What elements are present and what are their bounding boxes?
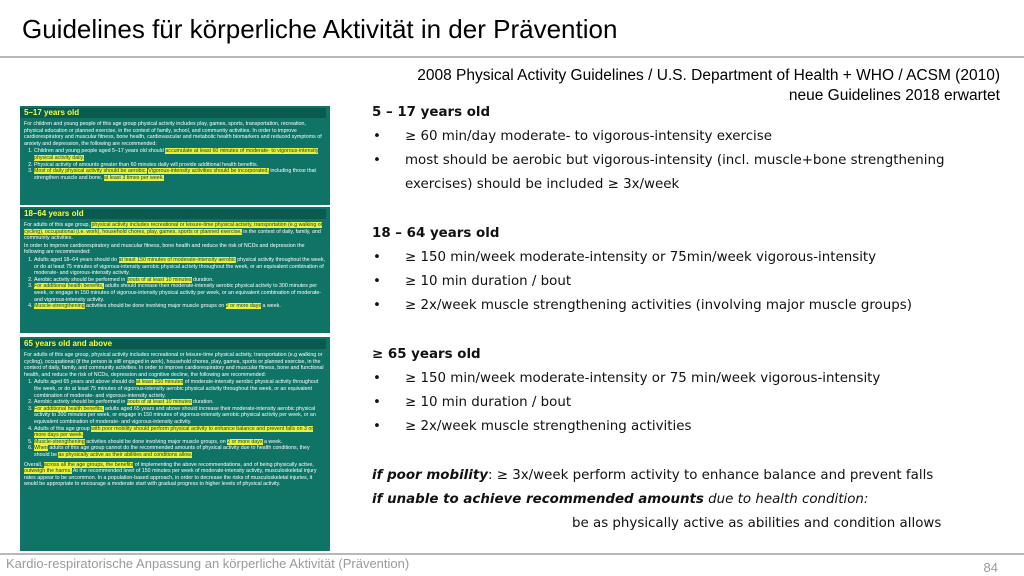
page-number: 84 <box>983 560 998 575</box>
unable-note: if unable to achieve recommended amounts due to health condition: <box>372 492 869 507</box>
bullet-icon: • <box>373 129 381 144</box>
bullet-icon: • <box>373 419 381 434</box>
panel-list-item: 3. For additional health benefits, adults aged 65 years and above should increase their moderate-intensity aerobic physical activity to 300 minutes per week, or engage in 150 minutes of vigorous-intensity aerobic physical activity per week, or an equivalent combination of moderate- and vigorous-intensity activity. <box>34 406 326 426</box>
panel-heading: 18–64 years old <box>20 209 326 219</box>
bullet-icon: • <box>373 395 381 410</box>
bullet-icon: • <box>373 153 381 168</box>
panel-list-item: 1. Adults aged 65 years and above should do at least 150 minutes of moderate-intensity aerobic physical activity throughout the week, or do at least 75 minutes of vigorous-intensity aerobic physical activity throughout the week, or an equivalent combination of moderate- and vigorous-intensity activity. <box>34 379 326 399</box>
panel-intro: For adults of this age group, physical activity includes recreational or leisure-time physical activity, transportation (e.g walking or cycling), occupational (i.e. work), household chores, play, games, sports or planned exercise, in the context of daily, family, and community activities. <box>24 222 323 242</box>
panel-list <box>24 148 326 181</box>
summary-text <box>372 101 1012 536</box>
panel-list <box>24 257 326 310</box>
title-divider <box>0 56 1024 58</box>
panel-outro: Overall, across all the age groups, the benefits of implementing the above recommendations, and of being physically active, outweigh the harms. At the recommended level of 150 minutes per week of moderate-intensity activity, musculoskeletal injury rates appear to be uncommon. In a population-based approach, in order to decrease the risks of musculoskeletal injuries, it would be appropriate to encourage a moderate start with gradual progress to higher levels of physical activity. <box>24 461 317 488</box>
unable-note-continuation: be as physically active as abilities and condition allows <box>572 516 942 531</box>
panel-list-item: 1. Adults aged 18–64 years should do at least 150 minutes of moderate-intensity aerobic physical activity throughout the week, or do at least 75 minutes of vigorous-intensity aerobic physical activity throughout the week, or an equivalent combination of moderate- and vigorous-intensity activity. <box>34 257 326 277</box>
list-item: • ≥ 150 min/week moderate-intensity or 75 min/week vigorous-intensity <box>372 367 1012 391</box>
panel-heading: 5–17 years old <box>20 108 326 118</box>
footer-text: Kardio-respiratorische Anpassung an körperliche Aktivität (Prävention) <box>6 556 410 571</box>
slide-title: Guidelines für körperliche Aktivität in der Prävention <box>22 14 618 44</box>
footer-divider <box>0 553 1024 555</box>
list-item: • ≥ 2x/week muscle strengthening activities <box>372 415 1012 439</box>
panel-list-item: 2. Aerobic activity should be performed in bouts of at least 10 minutes duration. <box>34 399 326 406</box>
panel-list-item: 2. Physical activity of amounts greater than 60 minutes daily will provide additional health benefits. <box>34 162 326 169</box>
panel-intro: For children and young people of this age group physical activity includes play, games, sports, transportation, recreation, physical education or planned exercise, in the context of family, school, and community activities. In order to improve cardiorespiratory and muscular fitness, bone health, cardiovascular and metabolic health biomarkers and reduced symptoms of anxiety and depression, the following are recommended: <box>24 121 322 147</box>
panel-list-item: 3. Most of daily physical activity should be aerobic. Vigorous-intensity activities should be incorporated, including those that strengthen muscle and bone, at least 3 times per week. <box>34 168 326 181</box>
panel-list-item: 4. Adults of this age group with poor mobility should perform physical activity to enhance balance and prevent falls on 3 or more days per week. <box>34 426 326 439</box>
panel-intro: For adults of this age group, physical activity includes recreational or leisure-time physical activity, transportation (e.g walking or cycling), occupational (if the person is still engaged in work), household chores, play, games, sports or planned exercise, in the context of daily, family, and community activities. In order to improve cardiorespiratory and muscular fitness, bone and functional health, and reduce the risk of NCDs, depression and cognitive decline, the following are recommended: <box>24 352 324 378</box>
bullet-icon: • <box>373 250 381 265</box>
source-line-1: 2008 Physical Activity Guidelines / U.S. Department of Health + WHO / ACSM (2010) <box>417 67 1000 84</box>
guideline-panel-18-64 <box>20 207 330 333</box>
panel-list-item: 5. Muscle-strengthening activities should be done involving major muscle groups, on 2 or more days a week. <box>34 439 326 446</box>
list-item: • ≥ 60 min/day moderate- to vigorous-intensity exercise <box>372 125 1012 149</box>
source-line-2: neue Guidelines 2018 erwartet <box>788 87 1000 104</box>
panel-list-item: 3. For additional health benefits, adults should increase their moderate-intensity aerobic physical activity to 300 minutes per week, or engage in 150 minutes of vigorous-intensity physical activity per week, or an equivalent combination of moderate- and vigorous-intensity activity. <box>34 283 326 303</box>
guideline-panel-5-17 <box>20 106 330 205</box>
panel-list-item: 6. When adults of this age group cannot do the recommended amounts of physical activity due to health conditions, they should be as physically active as their abilities and conditions allow. <box>34 445 326 458</box>
panel-list <box>24 379 326 458</box>
list-item: • ≥ 2x/week muscle strengthening activities (involving major muscle groups) <box>372 294 1012 318</box>
list-item: • ≥ 10 min duration / bout <box>372 270 1012 294</box>
bullet-icon: • <box>373 371 381 386</box>
section-heading: 5 – 17 years old <box>372 105 491 120</box>
guideline-panel-65-plus <box>20 337 330 551</box>
source-citation <box>417 66 1000 106</box>
section-heading: ≥ 65 years old <box>372 347 481 362</box>
bullet-icon: • <box>373 274 381 289</box>
list-item: • most should be aerobic but vigorous-intensity (incl. muscle+bone strengthening exercises) should be included ≥ 3x/week <box>372 149 1012 197</box>
panel-heading: 65 years old and above <box>20 339 326 349</box>
list-item: • ≥ 150 min/week moderate-intensity or 75min/week vigorous-intensity <box>372 246 1012 270</box>
list-item: • ≥ 10 min duration / bout <box>372 391 1012 415</box>
panel-list-item: 2. Aerobic activity should be performed in bouts of at least 10 minutes duration. <box>34 277 326 284</box>
mobility-note: if poor mobility: ≥ 3x/week perform activity to enhance balance and prevent falls <box>372 468 934 483</box>
panel-list-item: 4. Muscle-strengthening activities should be done involving major muscle groups on 2 or more days a week. <box>34 303 326 310</box>
panel-intro-2: In order to improve cardiorespiratory and muscular fitness, bone health and reduce the risk of NCDs and depression the following are recommended: <box>24 242 305 256</box>
panel-list-item: 1. Children and young people aged 5–17 years old should accumulate at least 60 minutes of moderate- to vigorous-intensity physical activity daily. <box>34 148 326 161</box>
section-heading: 18 – 64 years old <box>372 226 500 241</box>
bullet-icon: • <box>373 298 381 313</box>
